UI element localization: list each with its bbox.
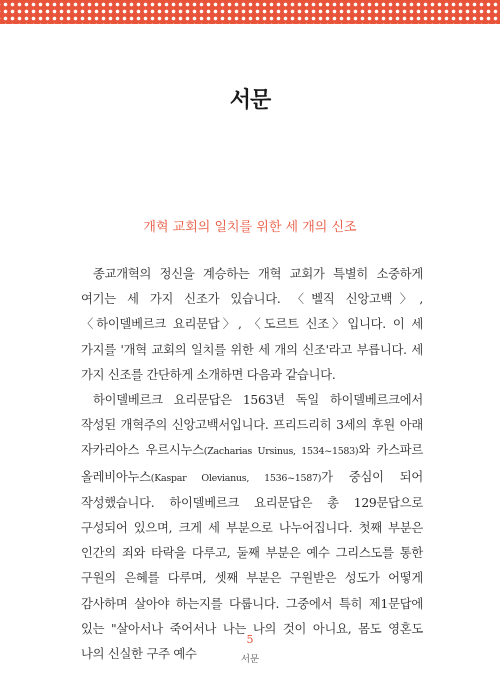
paragraph-2-text-a: 하이델베르크 요리문답은 1563년 독일 하이델베르크에서 작성된 개혁주의 신앙고백서입니다. 프리드리히 3세의 후원 아래 자카리아스 우르시누스 <box>81 393 423 458</box>
decorative-dotted-band <box>0 0 500 24</box>
body-text <box>81 262 423 667</box>
running-footer-title: 서문 <box>240 654 260 665</box>
paragraph-2-text-c: 와 카스파르 올레비아누스 <box>81 443 423 484</box>
paragraph-2-text-e: 가 중심이 되어 작성했습니다. 하이델베르크 요리문답은 총 129문답으로 구성되어 있으며, 크게 세 부분으로 나누어집니다. 첫째 부분은 인간의 죄와 타락을 다루고, 둘째 부분은 예수 그리스도를 통한 구원의 은혜를 다루며, 셋째 부분은 구원받은 성도가 어떻게 감사하며 살아야 하는지를 다룹니다. 그중에서 특히 제1문답에 있는 "살아서나 죽어서나 나는 나의 것이 아니요, 몸도 영혼도 나의 신실한 구주 예수 <box>81 469 424 662</box>
paragraph-2-name-note-1: (Zacharias Ursinus, 1534~1583) <box>203 446 359 458</box>
paragraph-2 <box>81 388 423 667</box>
section-heading: 개혁 교회의 일치를 위한 세 개의 신조 <box>143 220 357 235</box>
paragraph-2-name-note-2: (Kaspar Olevianus, 1536~1587) <box>150 472 322 484</box>
chapter-title: 서문 <box>229 88 271 113</box>
paragraph-1: 종교개혁의 정신을 계승하는 개혁 교회가 특별히 소중하게 여기는 세 가지 신조가 있습니다. 〈벨직 신앙고백〉, 〈하이델베르크 요리문답〉, 〈도르트 신조〉입니다. 이 세 가지를 '개혁 교회의 일치를 위한 세 개의 신조'라고 부릅니다. 세 가지 신조를 간단하게 소개하면 다음과 같습니다. <box>81 267 423 382</box>
page-number: 5 <box>246 633 254 646</box>
